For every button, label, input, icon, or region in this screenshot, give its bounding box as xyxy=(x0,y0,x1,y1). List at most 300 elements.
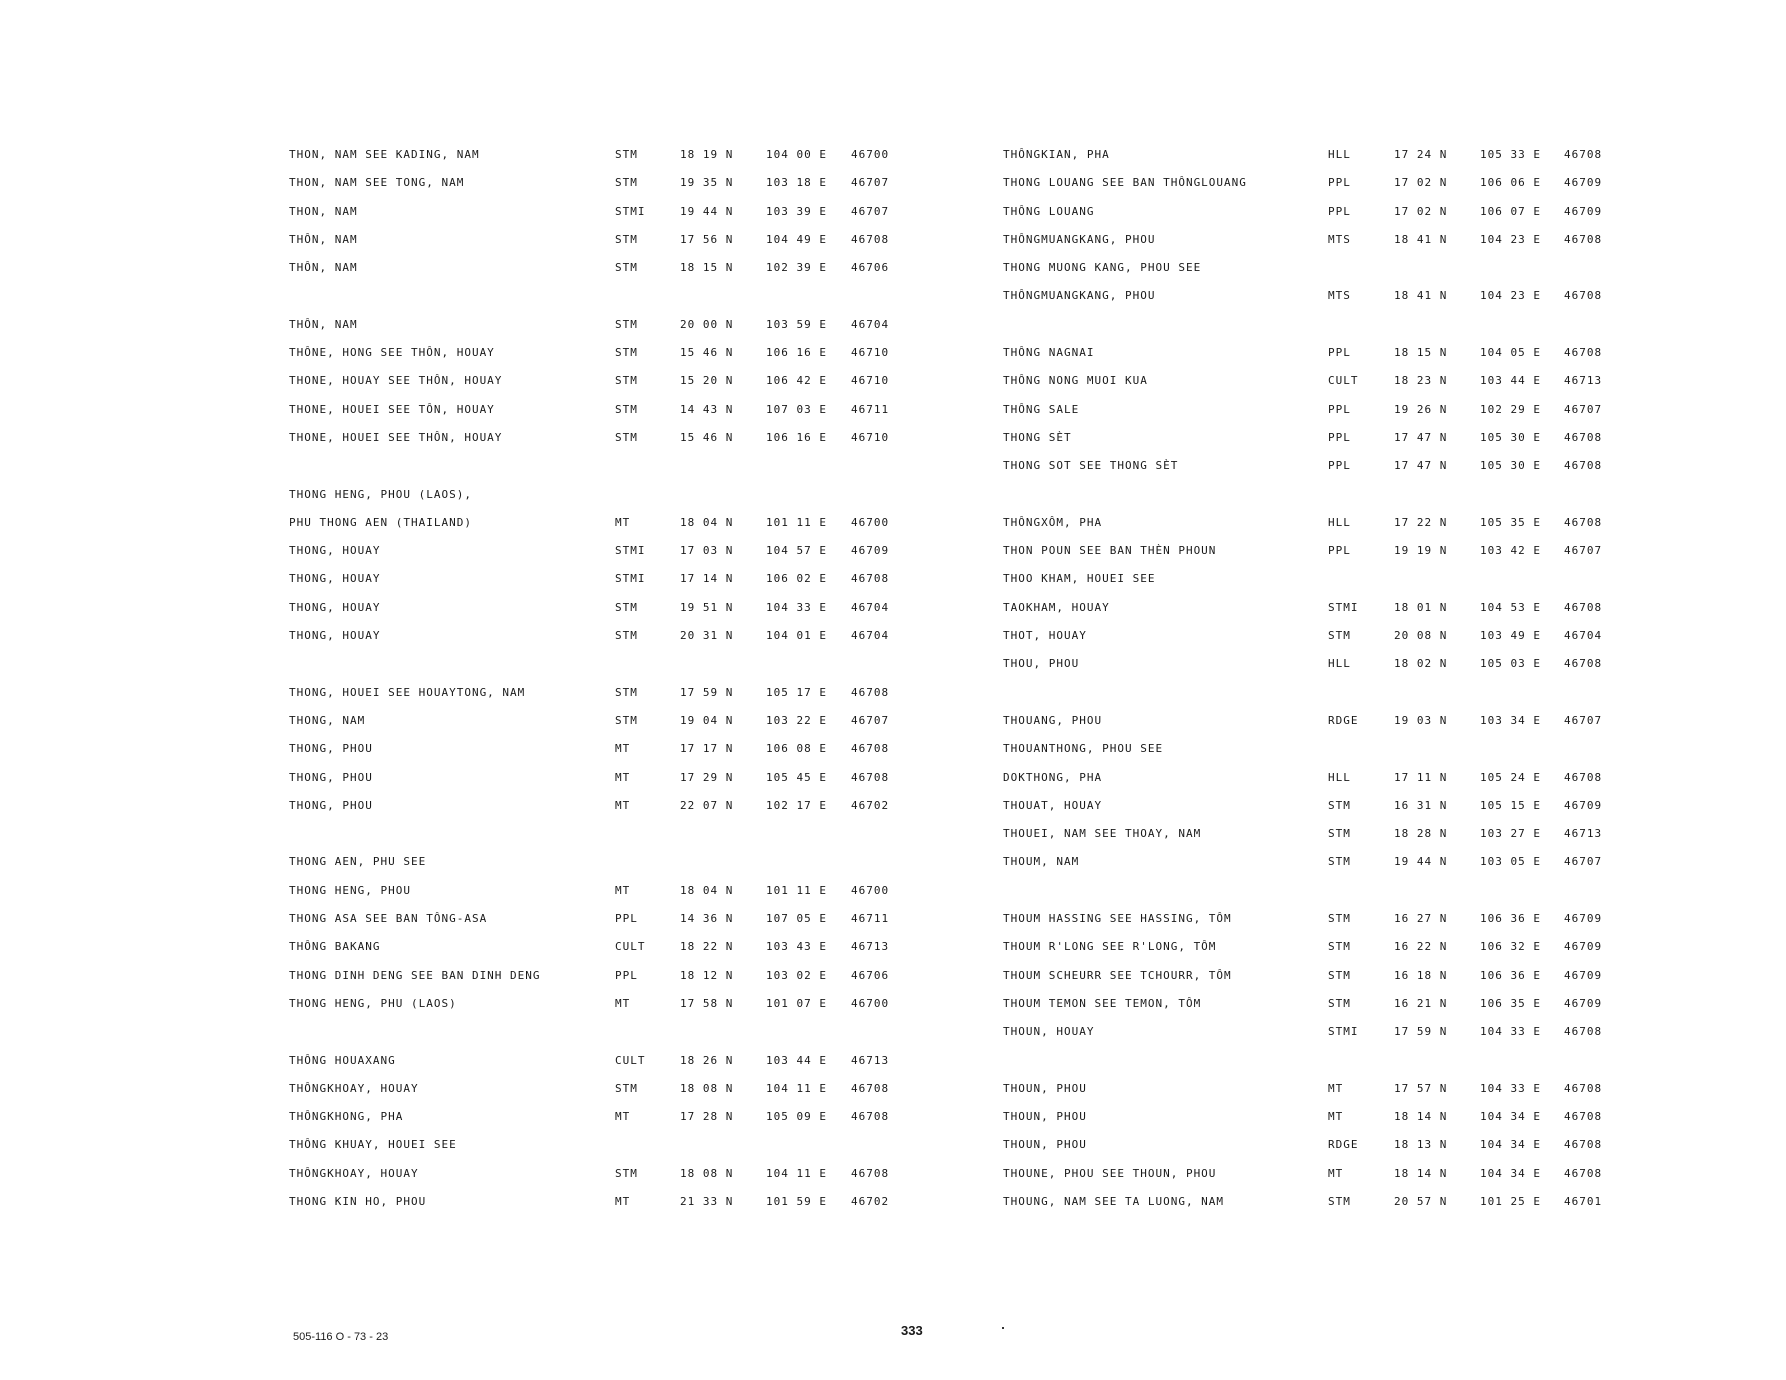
latitude: 17 11 N xyxy=(1394,770,1448,784)
longitude: 106 36 E xyxy=(1480,968,1541,982)
latitude: 17 17 N xyxy=(680,742,734,756)
latitude: 17 02 N xyxy=(1394,176,1448,190)
place-name: THONE, HOUEI SEE THÔN, HOUAY xyxy=(289,430,503,444)
map-sheet-code: 46707 xyxy=(1564,544,1603,558)
feature-class: PPL xyxy=(1328,430,1351,444)
latitude: 17 03 N xyxy=(680,544,734,558)
map-sheet-code: 46708 xyxy=(851,742,890,756)
map-sheet-code: 46709 xyxy=(1564,940,1603,954)
feature-class: MT xyxy=(615,742,631,756)
place-name: THONG, HOUAY xyxy=(289,572,381,586)
map-sheet-code: 46709 xyxy=(1564,204,1603,218)
place-name: THOUM, NAM xyxy=(1003,855,1080,869)
map-sheet-code: 46708 xyxy=(1564,1081,1603,1095)
latitude: 18 12 N xyxy=(680,968,734,982)
feature-class: STM xyxy=(615,176,638,190)
feature-class: MT xyxy=(615,883,631,897)
map-sheet-code: 46707 xyxy=(851,176,890,190)
latitude: 16 22 N xyxy=(1394,940,1448,954)
longitude: 105 24 E xyxy=(1480,770,1541,784)
feature-class: STM xyxy=(615,685,638,699)
map-sheet-code: 46707 xyxy=(1564,713,1603,727)
latitude: 18 04 N xyxy=(680,883,734,897)
place-name: THONG LOUANG SEE BAN THÔNGLOUANG xyxy=(1003,176,1247,190)
latitude: 18 15 N xyxy=(680,261,734,275)
longitude: 103 18 E xyxy=(766,176,827,190)
place-name: THÔNGKHONG, PHA xyxy=(289,1110,404,1124)
longitude: 103 05 E xyxy=(1480,855,1541,869)
longitude: 105 15 E xyxy=(1480,798,1541,812)
feature-class: MT xyxy=(615,798,631,812)
latitude: 15 46 N xyxy=(680,346,734,360)
place-name: THONG, HOUAY xyxy=(289,629,381,643)
place-name: THÔNGKHOAY, HOUAY xyxy=(289,1166,419,1180)
place-name: THÔNG HOUAXANG xyxy=(289,1053,396,1067)
longitude: 102 29 E xyxy=(1480,402,1541,416)
feature-class: CULT xyxy=(615,1053,646,1067)
longitude: 106 35 E xyxy=(1480,996,1541,1010)
map-sheet-code: 46708 xyxy=(1564,289,1603,303)
place-name: THÔN, NAM xyxy=(289,232,358,246)
feature-class: MT xyxy=(615,1110,631,1124)
latitude: 20 31 N xyxy=(680,629,734,643)
latitude: 21 33 N xyxy=(680,1194,734,1208)
map-sheet-code: 46711 xyxy=(851,402,890,416)
latitude: 20 57 N xyxy=(1394,1194,1448,1208)
feature-class: HLL xyxy=(1328,770,1351,784)
feature-class: STMI xyxy=(1328,600,1359,614)
feature-class: STM xyxy=(615,148,638,161)
place-name: THOUM R'LONG SEE R'LONG, TÔM xyxy=(1003,940,1217,954)
place-name: THONG MUONG KANG, PHOU SEE xyxy=(1003,261,1202,275)
latitude: 17 02 N xyxy=(1394,204,1448,218)
place-name: THOUM HASSING SEE HASSING, TÔM xyxy=(1003,912,1232,926)
feature-class: MTS xyxy=(1328,232,1351,246)
longitude: 105 03 E xyxy=(1480,657,1541,671)
feature-class: MT xyxy=(615,1194,631,1208)
longitude: 104 23 E xyxy=(1480,289,1541,303)
feature-class: HLL xyxy=(1328,657,1351,671)
feature-class: STM xyxy=(1328,855,1351,869)
map-sheet-code: 46704 xyxy=(851,629,890,643)
longitude: 104 33 E xyxy=(766,600,827,614)
feature-class: MT xyxy=(615,515,631,529)
feature-class: STM xyxy=(1328,940,1351,954)
feature-class: STM xyxy=(615,402,638,416)
latitude: 18 01 N xyxy=(1394,600,1448,614)
longitude: 101 11 E xyxy=(766,883,827,897)
longitude: 104 53 E xyxy=(1480,600,1541,614)
longitude: 103 02 E xyxy=(766,968,827,982)
latitude: 16 21 N xyxy=(1394,996,1448,1010)
feature-class: STM xyxy=(615,1166,638,1180)
feature-class: STMI xyxy=(615,572,646,586)
latitude: 18 22 N xyxy=(680,940,734,954)
place-name: TAOKHAM, HOUAY xyxy=(1003,600,1110,614)
map-sheet-code: 46701 xyxy=(1564,1194,1603,1208)
map-sheet-code: 46713 xyxy=(851,1053,890,1067)
feature-class: STM xyxy=(615,317,638,331)
feature-class: STM xyxy=(615,600,638,614)
place-name: THONG, NAM xyxy=(289,713,366,727)
longitude: 102 17 E xyxy=(766,798,827,812)
place-name: THÔNGMUANGKANG, PHOU xyxy=(1003,289,1156,303)
map-sheet-code: 46710 xyxy=(851,430,890,444)
latitude: 18 13 N xyxy=(1394,1138,1448,1152)
map-sheet-code: 46708 xyxy=(1564,770,1603,784)
latitude: 18 15 N xyxy=(1394,346,1448,360)
place-name: THONG HENG, PHU (LAOS) xyxy=(289,996,457,1010)
map-sheet-code: 46709 xyxy=(1564,798,1603,812)
feature-class: MT xyxy=(1328,1081,1344,1095)
feature-class: PPL xyxy=(1328,459,1351,473)
map-sheet-code: 46700 xyxy=(851,996,890,1010)
place-name: THOO KHAM, HOUEI SEE xyxy=(1003,572,1156,586)
longitude: 104 11 E xyxy=(766,1166,827,1180)
latitude: 14 43 N xyxy=(680,402,734,416)
longitude: 104 49 E xyxy=(766,232,827,246)
latitude: 18 08 N xyxy=(680,1081,734,1095)
feature-class: STM xyxy=(615,261,638,275)
longitude: 105 35 E xyxy=(1480,515,1541,529)
map-sheet-code: 46702 xyxy=(851,798,890,812)
feature-class: PPL xyxy=(615,912,638,926)
map-sheet-code: 46702 xyxy=(851,1194,890,1208)
feature-class: STM xyxy=(1328,1194,1351,1208)
feature-class: MT xyxy=(1328,1110,1344,1124)
place-name: THONG, HOUAY xyxy=(289,544,381,558)
map-sheet-code: 46708 xyxy=(1564,346,1603,360)
longitude: 104 34 E xyxy=(1480,1110,1541,1124)
map-sheet-code: 46709 xyxy=(851,544,890,558)
latitude: 18 41 N xyxy=(1394,289,1448,303)
latitude: 19 44 N xyxy=(1394,855,1448,869)
map-sheet-code: 46708 xyxy=(1564,515,1603,529)
map-sheet-code: 46708 xyxy=(1564,232,1603,246)
map-sheet-code: 46708 xyxy=(1564,1025,1603,1039)
longitude: 103 44 E xyxy=(766,1053,827,1067)
map-sheet-code: 46708 xyxy=(1564,600,1603,614)
latitude: 17 56 N xyxy=(680,232,734,246)
feature-class: STM xyxy=(615,430,638,444)
feature-class: MT xyxy=(615,770,631,784)
place-name: THOUM SCHEURR SEE TCHOURR, TÔM xyxy=(1003,968,1232,982)
map-sheet-code: 46708 xyxy=(1564,1110,1603,1124)
longitude: 106 32 E xyxy=(1480,940,1541,954)
map-sheet-code: 46708 xyxy=(851,232,890,246)
longitude: 103 42 E xyxy=(1480,544,1541,558)
place-name: THOU, PHOU xyxy=(1003,657,1080,671)
map-sheet-code: 46709 xyxy=(1564,176,1603,190)
place-name: THÔNGKHOAY, HOUAY xyxy=(289,1081,419,1095)
place-name: DOKTHONG, PHA xyxy=(1003,770,1103,784)
longitude: 107 03 E xyxy=(766,402,827,416)
feature-class: STM xyxy=(1328,996,1351,1010)
longitude: 101 07 E xyxy=(766,996,827,1010)
place-name: THON POUN SEE BAN THÈN PHOUN xyxy=(1003,544,1217,558)
longitude: 105 17 E xyxy=(766,685,827,699)
longitude: 101 59 E xyxy=(766,1194,827,1208)
latitude: 18 23 N xyxy=(1394,374,1448,388)
place-name: THONG DINH DENG SEE BAN DINH DENG xyxy=(289,968,541,982)
latitude: 19 51 N xyxy=(680,600,734,614)
latitude: 15 46 N xyxy=(680,430,734,444)
latitude: 17 59 N xyxy=(1394,1025,1448,1039)
map-sheet-code: 46706 xyxy=(851,261,890,275)
map-sheet-code: 46708 xyxy=(1564,1138,1603,1152)
map-sheet-code: 46708 xyxy=(851,1081,890,1095)
feature-class: STMI xyxy=(1328,1025,1359,1039)
place-name: THONG AEN, PHU SEE xyxy=(289,855,427,869)
map-sheet-code: 46708 xyxy=(1564,148,1603,161)
place-name: THOUEI, NAM SEE THOAY, NAM xyxy=(1003,827,1202,841)
map-sheet-code: 46704 xyxy=(851,317,890,331)
latitude: 18 41 N xyxy=(1394,232,1448,246)
place-name: THOT, HOUAY xyxy=(1003,629,1087,643)
latitude: 18 04 N xyxy=(680,515,734,529)
longitude: 103 27 E xyxy=(1480,827,1541,841)
feature-class: MTS xyxy=(1328,289,1351,303)
longitude: 106 16 E xyxy=(766,430,827,444)
map-sheet-code: 46708 xyxy=(851,685,890,699)
feature-class: PPL xyxy=(1328,176,1351,190)
map-sheet-code: 46704 xyxy=(1564,629,1603,643)
feature-class: HLL xyxy=(1328,148,1351,161)
longitude: 104 33 E xyxy=(1480,1081,1541,1095)
map-sheet-code: 46709 xyxy=(1564,968,1603,982)
place-name: THONG, PHOU xyxy=(289,770,373,784)
feature-class: STM xyxy=(1328,968,1351,982)
map-sheet-code: 46704 xyxy=(851,600,890,614)
map-sheet-code: 46710 xyxy=(851,346,890,360)
place-name: THÔNGMUANGKANG, PHOU xyxy=(1003,232,1156,246)
place-name: THON, NAM SEE TONG, NAM xyxy=(289,176,465,190)
longitude: 103 39 E xyxy=(766,204,827,218)
longitude: 104 23 E xyxy=(1480,232,1541,246)
place-name: THONG HENG, PHOU xyxy=(289,883,411,897)
longitude: 105 33 E xyxy=(1480,148,1541,161)
map-sheet-code: 46709 xyxy=(1564,996,1603,1010)
feature-class: STM xyxy=(1328,827,1351,841)
longitude: 102 39 E xyxy=(766,261,827,275)
feature-class: STMI xyxy=(615,204,646,218)
latitude: 15 20 N xyxy=(680,374,734,388)
place-name: THONG, PHOU xyxy=(289,742,373,756)
place-name: THÔNG LOUANG xyxy=(1003,204,1095,218)
feature-class: PPL xyxy=(615,968,638,982)
latitude: 17 22 N xyxy=(1394,515,1448,529)
map-sheet-code: 46708 xyxy=(851,1110,890,1124)
latitude: 16 18 N xyxy=(1394,968,1448,982)
latitude: 19 19 N xyxy=(1394,544,1448,558)
feature-class: STM xyxy=(615,346,638,360)
map-sheet-code: 46700 xyxy=(851,148,890,161)
longitude: 106 07 E xyxy=(1480,204,1541,218)
map-sheet-code: 46708 xyxy=(851,1166,890,1180)
place-name: PHU THONG AEN (THAILAND) xyxy=(289,515,472,529)
map-sheet-code: 46707 xyxy=(1564,855,1603,869)
place-name: THONE, HOUAY SEE THÔN, HOUAY xyxy=(289,374,503,388)
latitude: 19 04 N xyxy=(680,713,734,727)
longitude: 104 11 E xyxy=(766,1081,827,1095)
feature-class: STM xyxy=(615,374,638,388)
latitude: 18 14 N xyxy=(1394,1166,1448,1180)
map-sheet-code: 46708 xyxy=(1564,657,1603,671)
place-name: THÔNG NAGNAI xyxy=(1003,346,1095,360)
feature-class: STMI xyxy=(615,544,646,558)
map-sheet-code: 46708 xyxy=(851,770,890,784)
print-code: 505-116 O - 73 - 23 xyxy=(293,1331,389,1343)
place-name: THONG, HOUAY xyxy=(289,600,381,614)
latitude: 17 47 N xyxy=(1394,459,1448,473)
longitude: 104 33 E xyxy=(1480,1025,1541,1039)
latitude: 18 08 N xyxy=(680,1166,734,1180)
map-sheet-code: 46710 xyxy=(851,374,890,388)
feature-class: PPL xyxy=(1328,402,1351,416)
place-name: THÔNG NONG MUOI KUA xyxy=(1003,374,1148,388)
longitude: 103 34 E xyxy=(1480,713,1541,727)
place-name: THÔNG BAKANG xyxy=(289,940,381,954)
map-sheet-code: 46713 xyxy=(1564,827,1603,841)
map-sheet-code: 46708 xyxy=(1564,459,1603,473)
feature-class: CULT xyxy=(615,940,646,954)
map-sheet-code: 46708 xyxy=(851,572,890,586)
longitude: 103 49 E xyxy=(1480,629,1541,643)
latitude: 17 57 N xyxy=(1394,1081,1448,1095)
map-sheet-code: 46708 xyxy=(1564,1166,1603,1180)
feature-class: PPL xyxy=(1328,544,1351,558)
latitude: 18 02 N xyxy=(1394,657,1448,671)
latitude: 17 58 N xyxy=(680,996,734,1010)
latitude: 18 28 N xyxy=(1394,827,1448,841)
place-name: THONG SOT SEE THONG SÈT xyxy=(1003,459,1179,473)
feature-class: STM xyxy=(615,1081,638,1095)
latitude: 17 59 N xyxy=(680,685,734,699)
longitude: 106 36 E xyxy=(1480,912,1541,926)
place-name: THÔN, NAM xyxy=(289,261,358,275)
map-sheet-code: 46713 xyxy=(851,940,890,954)
longitude: 106 16 E xyxy=(766,346,827,360)
latitude: 19 35 N xyxy=(680,176,734,190)
longitude: 104 01 E xyxy=(766,629,827,643)
latitude: 20 00 N xyxy=(680,317,734,331)
map-sheet-code: 46700 xyxy=(851,883,890,897)
map-sheet-code: 46713 xyxy=(1564,374,1603,388)
feature-class: STM xyxy=(1328,629,1351,643)
longitude: 103 44 E xyxy=(1480,374,1541,388)
feature-class: STM xyxy=(615,629,638,643)
map-sheet-code: 46708 xyxy=(1564,430,1603,444)
place-name: THON, NAM xyxy=(289,204,358,218)
place-name: THONG, HOUEI SEE HOUAYTONG, NAM xyxy=(289,685,526,699)
longitude: 101 25 E xyxy=(1480,1194,1541,1208)
longitude: 107 05 E xyxy=(766,912,827,926)
place-name: THONG SÈT xyxy=(1003,430,1072,444)
longitude: 104 00 E xyxy=(766,148,827,161)
map-sheet-code: 46707 xyxy=(1564,402,1603,416)
feature-class: RDGE xyxy=(1328,1138,1359,1152)
feature-class: STM xyxy=(615,713,638,727)
latitude: 18 19 N xyxy=(680,148,734,161)
latitude: 17 14 N xyxy=(680,572,734,586)
longitude: 103 22 E xyxy=(766,713,827,727)
latitude: 18 26 N xyxy=(680,1053,734,1067)
map-sheet-code: 46709 xyxy=(1564,912,1603,926)
place-name: THOUN, HOUAY xyxy=(1003,1025,1095,1039)
latitude: 19 03 N xyxy=(1394,713,1448,727)
longitude: 104 34 E xyxy=(1480,1138,1541,1152)
latitude: 17 28 N xyxy=(680,1110,734,1124)
place-name: THÔN, NAM xyxy=(289,317,358,331)
latitude: 22 07 N xyxy=(680,798,734,812)
feature-class: HLL xyxy=(1328,515,1351,529)
place-name: THOUN, PHOU xyxy=(1003,1081,1087,1095)
latitude: 16 31 N xyxy=(1394,798,1448,812)
latitude: 17 47 N xyxy=(1394,430,1448,444)
latitude: 19 26 N xyxy=(1394,402,1448,416)
latitude: 20 08 N xyxy=(1394,629,1448,643)
longitude: 106 06 E xyxy=(1480,176,1541,190)
latitude: 17 29 N xyxy=(680,770,734,784)
map-sheet-code: 46711 xyxy=(851,912,890,926)
place-name: THONG HENG, PHOU (LAOS), xyxy=(289,487,472,501)
latitude: 18 14 N xyxy=(1394,1110,1448,1124)
map-sheet-code: 46707 xyxy=(851,204,890,218)
place-name: THOUM TEMON SEE TEMON, TÔM xyxy=(1003,996,1202,1010)
longitude: 104 34 E xyxy=(1480,1166,1541,1180)
feature-class: MT xyxy=(1328,1166,1344,1180)
longitude: 105 45 E xyxy=(766,770,827,784)
longitude: 106 08 E xyxy=(766,742,827,756)
place-name: THONG ASA SEE BAN TÔNG-ASA xyxy=(289,912,488,926)
longitude: 104 05 E xyxy=(1480,346,1541,360)
feature-class: STM xyxy=(615,232,638,246)
longitude: 106 02 E xyxy=(766,572,827,586)
place-name: THONE, HOUEI SEE TÔN, HOUAY xyxy=(289,402,495,416)
feature-class: MT xyxy=(615,996,631,1010)
feature-class: RDGE xyxy=(1328,713,1359,727)
map-sheet-code: 46706 xyxy=(851,968,890,982)
place-name: THÔNG KHUAY, HOUEI SEE xyxy=(289,1138,457,1152)
place-name: THOUAT, HOUAY xyxy=(1003,798,1103,812)
feature-class: CULT xyxy=(1328,374,1359,388)
longitude: 105 30 E xyxy=(1480,459,1541,473)
place-name: THÔNGKIAN, PHA xyxy=(1003,148,1110,161)
longitude: 101 11 E xyxy=(766,515,827,529)
feature-class: PPL xyxy=(1328,346,1351,360)
place-name: THÔNGXÔM, PHA xyxy=(1003,515,1103,529)
place-name: THONG KIN HO, PHOU xyxy=(289,1194,427,1208)
longitude: 104 57 E xyxy=(766,544,827,558)
longitude: 106 42 E xyxy=(766,374,827,388)
longitude: 105 09 E xyxy=(766,1110,827,1124)
page-number: 333 xyxy=(901,1323,923,1338)
place-name: THOUANTHONG, PHOU SEE xyxy=(1003,742,1164,756)
feature-class: STM xyxy=(1328,798,1351,812)
place-name: THÔNE, HONG SEE THÔN, HOUAY xyxy=(289,346,495,360)
latitude: 16 27 N xyxy=(1394,912,1448,926)
place-name: THONG, PHOU xyxy=(289,798,373,812)
place-name: THÔNG SALE xyxy=(1003,402,1080,416)
longitude: 103 43 E xyxy=(766,940,827,954)
latitude: 14 36 N xyxy=(680,912,734,926)
latitude: 17 24 N xyxy=(1394,148,1448,161)
place-name: THOUNG, NAM SEE TA LUONG, NAM xyxy=(1003,1194,1225,1208)
map-sheet-code: 46707 xyxy=(851,713,890,727)
place-name: THOUANG, PHOU xyxy=(1003,713,1103,727)
place-name: THON, NAM SEE KADING, NAM xyxy=(289,148,480,161)
longitude: 103 59 E xyxy=(766,317,827,331)
